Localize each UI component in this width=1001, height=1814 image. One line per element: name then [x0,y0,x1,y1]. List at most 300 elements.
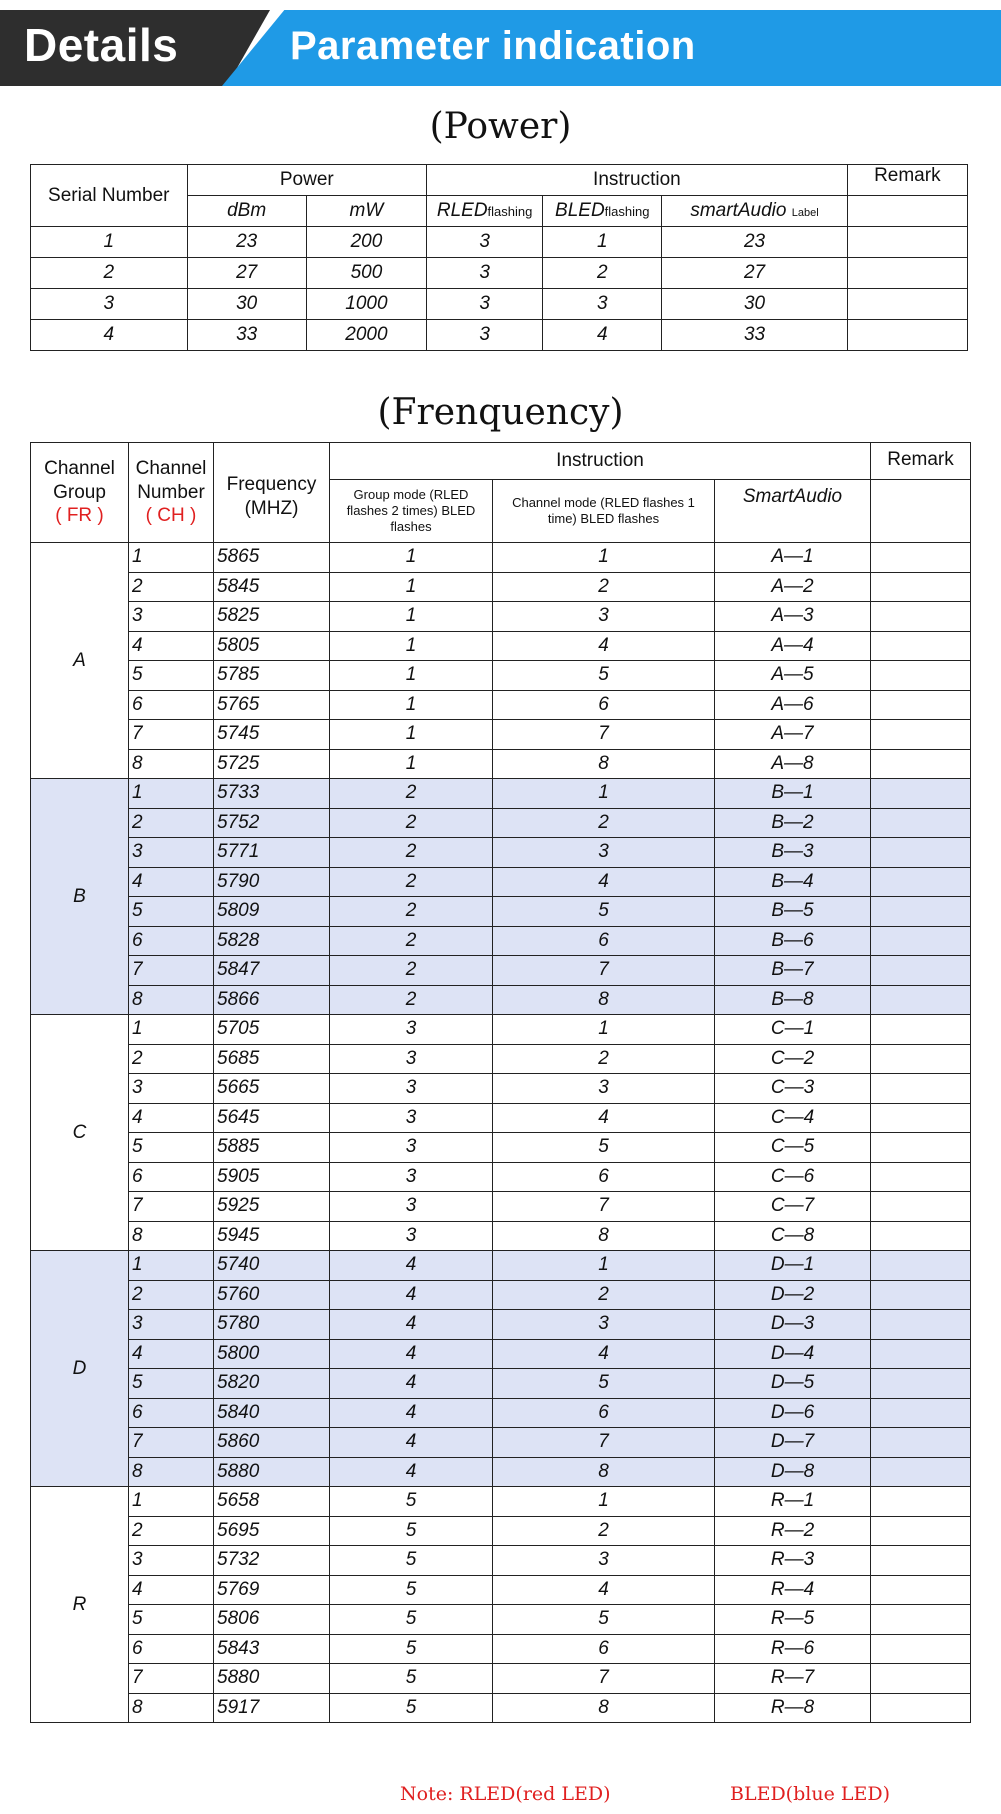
channel-mode-cell: 6 [493,1634,715,1664]
power-cell: 3 [543,289,662,320]
group-mode-cell: 1 [330,749,493,779]
channel-number-cell: 6 [129,1162,214,1192]
channel-group-cell: B [31,779,129,1015]
smartaudio-cell: D—5 [715,1369,871,1399]
smartaudio-cell: C—7 [715,1192,871,1222]
power-row [31,227,968,258]
power-header-bled [543,196,662,227]
power-cell: 33 [187,320,306,351]
channel-mode-cell: 7 [493,720,715,750]
channel-mode-cell: 5 [493,897,715,927]
frequency-cell: 5945 [214,1221,330,1251]
remark-cell [871,808,971,838]
channel-group-cell: C [31,1015,129,1251]
remark-cell [871,1575,971,1605]
remark-cell [871,1428,971,1458]
frequency-row [31,1015,971,1045]
frequency-row [31,543,971,573]
frequency-cell: 5785 [214,661,330,691]
frequency-cell: 5809 [214,897,330,927]
channel-number-cell: 2 [129,1280,214,1310]
channel-mode-cell: 4 [493,1575,715,1605]
channel-number-cell: 6 [129,1398,214,1428]
group-mode-cell: 3 [330,1192,493,1222]
remark-cell [871,1457,971,1487]
power-cell: 1 [31,227,188,258]
remark-cell [871,1192,971,1222]
footnote-bled: BLED(blue LED) [730,1783,890,1805]
frequency-row [31,1664,971,1694]
channel-mode-cell: 4 [493,1103,715,1133]
group-mode-cell: 2 [330,956,493,986]
channel-number-cell: 7 [129,720,214,750]
remark-cell [871,1251,971,1281]
smartaudio-cell: B—2 [715,808,871,838]
channel-mode-cell: 6 [493,926,715,956]
remark-cell [871,1369,971,1399]
power-cell: 1 [543,227,662,258]
group-mode-cell: 1 [330,543,493,573]
remark-cell [871,631,971,661]
power-cell: 3 [427,258,543,289]
remark-cell [871,779,971,809]
frequency-cell: 5925 [214,1192,330,1222]
channel-number-cell: 5 [129,1133,214,1163]
frequency-row [31,720,971,750]
channel-mode-cell: 3 [493,1310,715,1340]
remark-cell [871,1339,971,1369]
group-mode-cell: 1 [330,631,493,661]
power-cell: 4 [31,320,188,351]
frequency-row [31,1103,971,1133]
channel-number-cell: 3 [129,1310,214,1340]
channel-number-cell: 3 [129,838,214,868]
remark-cell [871,956,971,986]
channel-number-cell: 2 [129,808,214,838]
channel-mode-cell: 5 [493,1133,715,1163]
frequency-row [31,1605,971,1635]
channel-number-cell: 2 [129,1044,214,1074]
group-mode-cell: 1 [330,602,493,632]
power-cell: 23 [187,227,306,258]
remark-cell [871,543,971,573]
channel-mode-cell: 5 [493,661,715,691]
frequency-row [31,867,971,897]
power-cell [847,258,967,289]
frequency-row [31,1044,971,1074]
remark-cell [871,602,971,632]
channel-mode-cell: 2 [493,1516,715,1546]
group-mode-cell: 5 [330,1693,493,1723]
remark-cell [871,1693,971,1723]
group-mode-cell: 2 [330,808,493,838]
freq-header-remark-empty [871,480,971,543]
channel-mode-cell: 5 [493,1605,715,1635]
power-header-smart-text: smartAudio [690,200,787,221]
power-header-instruction: Instruction [427,165,848,196]
frequency-row [31,1546,971,1576]
power-cell: 30 [187,289,306,320]
smartaudio-cell: D—7 [715,1428,871,1458]
freq-header-frequency [214,443,330,543]
group-mode-cell: 5 [330,1634,493,1664]
channel-mode-cell: 4 [493,867,715,897]
freq-header-group-line2: Group [53,481,106,503]
remark-cell [871,1044,971,1074]
frequency-cell: 5765 [214,690,330,720]
freq-header-group-mode: Group mode (RLED flashes 2 times) BLED flashes [330,480,493,543]
frequency-row [31,1398,971,1428]
remark-cell [871,926,971,956]
remark-cell [871,661,971,691]
channel-mode-cell: 3 [493,838,715,868]
frequency-cell: 5771 [214,838,330,868]
frequency-row [31,1133,971,1163]
group-mode-cell: 4 [330,1280,493,1310]
power-cell: 200 [306,227,426,258]
smartaudio-cell: B—8 [715,985,871,1015]
smartaudio-cell: D—4 [715,1339,871,1369]
channel-mode-cell: 2 [493,808,715,838]
frequency-table-body [31,543,971,1723]
remark-cell [871,897,971,927]
frequency-cell: 5880 [214,1664,330,1694]
remark-cell [871,1634,971,1664]
remark-cell [871,1487,971,1517]
smartaudio-cell: A—6 [715,690,871,720]
frequency-cell: 5645 [214,1103,330,1133]
banner-parameter-label: Parameter indication [290,24,696,68]
frequency-cell: 5905 [214,1162,330,1192]
channel-mode-cell: 7 [493,1192,715,1222]
remark-cell [871,1664,971,1694]
smartaudio-cell: D—3 [715,1310,871,1340]
power-cell: 3 [427,320,543,351]
power-cell: 27 [187,258,306,289]
freq-header-smartaudio: SmartAudio [715,480,871,543]
channel-number-cell: 4 [129,867,214,897]
frequency-cell: 5685 [214,1044,330,1074]
remark-cell [871,1133,971,1163]
remark-cell [871,720,971,750]
channel-mode-cell: 3 [493,602,715,632]
smartaudio-cell: A—2 [715,572,871,602]
smartaudio-cell: C—1 [715,1015,871,1045]
power-cell: 3 [427,289,543,320]
channel-number-cell: 7 [129,956,214,986]
smartaudio-cell: R—6 [715,1634,871,1664]
power-cell: 33 [662,320,847,351]
group-mode-cell: 1 [330,661,493,691]
remark-cell [871,1162,971,1192]
group-mode-cell: 3 [330,1044,493,1074]
frequency-cell: 5665 [214,1074,330,1104]
group-mode-cell: 3 [330,1074,493,1104]
remark-cell [871,749,971,779]
freq-header-remark: Remark [871,443,971,480]
power-cell: 2 [543,258,662,289]
channel-group-cell: A [31,543,129,779]
group-mode-cell: 4 [330,1369,493,1399]
power-cell: 2 [31,258,188,289]
channel-mode-cell: 4 [493,631,715,661]
channel-number-cell: 3 [129,1074,214,1104]
channel-mode-cell: 1 [493,1487,715,1517]
channel-number-cell: 4 [129,1575,214,1605]
freq-header-instruction: Instruction [330,443,871,480]
freq-header-frequency-line1: Frequency [226,474,317,495]
footnote-rled: Note: RLED(red LED) [400,1783,611,1805]
channel-mode-cell: 1 [493,779,715,809]
group-mode-cell: 5 [330,1487,493,1517]
power-cell: 4 [543,320,662,351]
frequency-row [31,1280,971,1310]
smartaudio-cell: C—2 [715,1044,871,1074]
power-header-rled-text: RLED [436,200,488,221]
smartaudio-cell: A—3 [715,602,871,632]
frequency-row [31,1457,971,1487]
channel-mode-cell: 2 [493,572,715,602]
power-cell: 23 [662,227,847,258]
frequency-row [31,1074,971,1104]
frequency-cell: 5865 [214,543,330,573]
frequency-row [31,779,971,809]
frequency-row [31,1192,971,1222]
power-header-mw: mW [306,196,426,227]
frequency-row [31,985,971,1015]
remark-cell [871,1516,971,1546]
group-mode-cell: 2 [330,897,493,927]
smartaudio-cell: A—7 [715,720,871,750]
smartaudio-cell: R—2 [715,1516,871,1546]
channel-mode-cell: 1 [493,1015,715,1045]
remark-cell [871,867,971,897]
frequency-row [31,602,971,632]
channel-number-cell: 1 [129,779,214,809]
channel-mode-cell: 4 [493,1339,715,1369]
channel-number-cell: 3 [129,1546,214,1576]
group-mode-cell: 4 [330,1310,493,1340]
channel-mode-cell: 8 [493,1457,715,1487]
frequency-row [31,1634,971,1664]
power-header-empty [847,196,967,227]
remark-cell [871,1103,971,1133]
channel-number-cell: 4 [129,631,214,661]
smartaudio-cell: B—7 [715,956,871,986]
group-mode-cell: 5 [330,1664,493,1694]
group-mode-cell: 2 [330,838,493,868]
group-mode-cell: 3 [330,1103,493,1133]
power-table [30,164,968,351]
power-cell [847,320,967,351]
smartaudio-cell: C—3 [715,1074,871,1104]
smartaudio-cell: C—8 [715,1221,871,1251]
frequency-row [31,1221,971,1251]
channel-number-cell: 7 [129,1192,214,1222]
remark-cell [871,1015,971,1045]
channel-number-cell: 1 [129,1251,214,1281]
group-mode-cell: 3 [330,1162,493,1192]
frequency-cell: 5866 [214,985,330,1015]
remark-cell [871,690,971,720]
channel-mode-cell: 8 [493,1693,715,1723]
frequency-cell: 5843 [214,1634,330,1664]
frequency-row [31,1162,971,1192]
freq-header-number-line2: Number [137,481,205,503]
power-header-rled-sub: flashing [487,204,533,219]
frequency-row [31,1693,971,1723]
channel-number-cell: 8 [129,1221,214,1251]
channel-group-cell: D [31,1251,129,1487]
channel-number-cell: 7 [129,1428,214,1458]
smartaudio-cell: C—5 [715,1133,871,1163]
frequency-cell: 5790 [214,867,330,897]
channel-mode-cell: 2 [493,1044,715,1074]
power-cell: 3 [31,289,188,320]
frequency-row [31,897,971,927]
channel-number-cell: 8 [129,749,214,779]
frequency-row [31,572,971,602]
header-banner [0,0,1001,86]
group-mode-cell: 4 [330,1428,493,1458]
smartaudio-cell: D—1 [715,1251,871,1281]
smartaudio-cell: A—8 [715,749,871,779]
frequency-cell: 5828 [214,926,330,956]
power-header-smart-sub: Label [791,207,819,219]
frequency-row [31,1516,971,1546]
power-row [31,320,968,351]
freq-header-number [129,443,214,543]
smartaudio-cell: B—4 [715,867,871,897]
power-cell: 3 [427,227,543,258]
channel-number-cell: 6 [129,690,214,720]
frequency-cell: 5860 [214,1428,330,1458]
frequency-row [31,808,971,838]
frequency-cell: 5780 [214,1310,330,1340]
channel-number-cell: 1 [129,1487,214,1517]
group-mode-cell: 4 [330,1339,493,1369]
group-mode-cell: 3 [330,1015,493,1045]
freq-header-number-line3: ( CH ) [145,505,197,527]
channel-number-cell: 8 [129,985,214,1015]
group-mode-cell: 3 [330,1133,493,1163]
frequency-row [31,1487,971,1517]
power-section-title: (Power) [429,106,572,147]
group-mode-cell: 5 [330,1575,493,1605]
channel-group-cell: R [31,1487,129,1723]
frequency-cell: 5760 [214,1280,330,1310]
power-cell [847,227,967,258]
channel-number-cell: 6 [129,926,214,956]
channel-number-cell: 7 [129,1664,214,1694]
frequency-cell: 5845 [214,572,330,602]
frequency-cell: 5752 [214,808,330,838]
smartaudio-cell: B—5 [715,897,871,927]
power-header-smart [662,196,847,227]
group-mode-cell: 2 [330,985,493,1015]
channel-number-cell: 8 [129,1693,214,1723]
group-mode-cell: 2 [330,926,493,956]
frequency-table [30,442,971,1723]
channel-number-cell: 4 [129,1103,214,1133]
group-mode-cell: 1 [330,572,493,602]
power-header-serial: Serial Number [31,165,188,227]
channel-number-cell: 5 [129,897,214,927]
frequency-cell: 5885 [214,1133,330,1163]
power-header-dbm: dBm [187,196,306,227]
channel-mode-cell: 7 [493,1428,715,1458]
frequency-cell: 5725 [214,749,330,779]
frequency-row [31,631,971,661]
channel-mode-cell: 5 [493,1369,715,1399]
frequency-row [31,1575,971,1605]
power-cell [847,289,967,320]
freq-header-channel-mode: Channel mode (RLED flashes 1 time) BLED flashes [493,480,715,543]
channel-number-cell: 5 [129,1605,214,1635]
smartaudio-cell: R—7 [715,1664,871,1694]
channel-number-cell: 1 [129,543,214,573]
power-header-rled [427,196,543,227]
banner-details-label: Details [24,19,179,71]
frequency-row [31,956,971,986]
frequency-row [31,661,971,691]
freq-header-group-line1: Channel [44,457,115,479]
smartaudio-cell: D—8 [715,1457,871,1487]
frequency-cell: 5740 [214,1251,330,1281]
frequency-cell: 5825 [214,602,330,632]
channel-mode-cell: 3 [493,1546,715,1576]
channel-number-cell: 5 [129,1369,214,1399]
channel-mode-cell: 3 [493,1074,715,1104]
frequency-cell: 5880 [214,1457,330,1487]
smartaudio-cell: R—8 [715,1693,871,1723]
power-header-bled-sub: flashing [604,204,650,219]
freq-header-number-line1: Channel [135,457,207,479]
smartaudio-cell: D—2 [715,1280,871,1310]
frequency-cell: 5806 [214,1605,330,1635]
frequency-cell: 5769 [214,1575,330,1605]
frequency-cell: 5800 [214,1339,330,1369]
freq-header-group-line3: ( FR ) [55,505,104,527]
frequency-row [31,1428,971,1458]
power-row [31,289,968,320]
frequency-cell: 5917 [214,1693,330,1723]
smartaudio-cell: D—6 [715,1398,871,1428]
group-mode-cell: 5 [330,1516,493,1546]
smartaudio-cell: C—4 [715,1103,871,1133]
power-header-remark: Remark [847,165,967,196]
smartaudio-cell: B—6 [715,926,871,956]
channel-mode-cell: 1 [493,543,715,573]
power-header-bled-text: BLED [555,200,605,221]
channel-number-cell: 2 [129,572,214,602]
smartaudio-cell: C—6 [715,1162,871,1192]
channel-mode-cell: 8 [493,1221,715,1251]
remark-cell [871,985,971,1015]
smartaudio-cell: B—3 [715,838,871,868]
frequency-row [31,838,971,868]
group-mode-cell: 1 [330,690,493,720]
frequency-row [31,1369,971,1399]
channel-mode-cell: 1 [493,1251,715,1281]
group-mode-cell: 2 [330,779,493,809]
channel-mode-cell: 2 [493,1280,715,1310]
remark-cell [871,1605,971,1635]
remark-cell [871,572,971,602]
frequency-cell: 5732 [214,1546,330,1576]
smartaudio-cell: R—1 [715,1487,871,1517]
power-table-body [31,227,968,351]
